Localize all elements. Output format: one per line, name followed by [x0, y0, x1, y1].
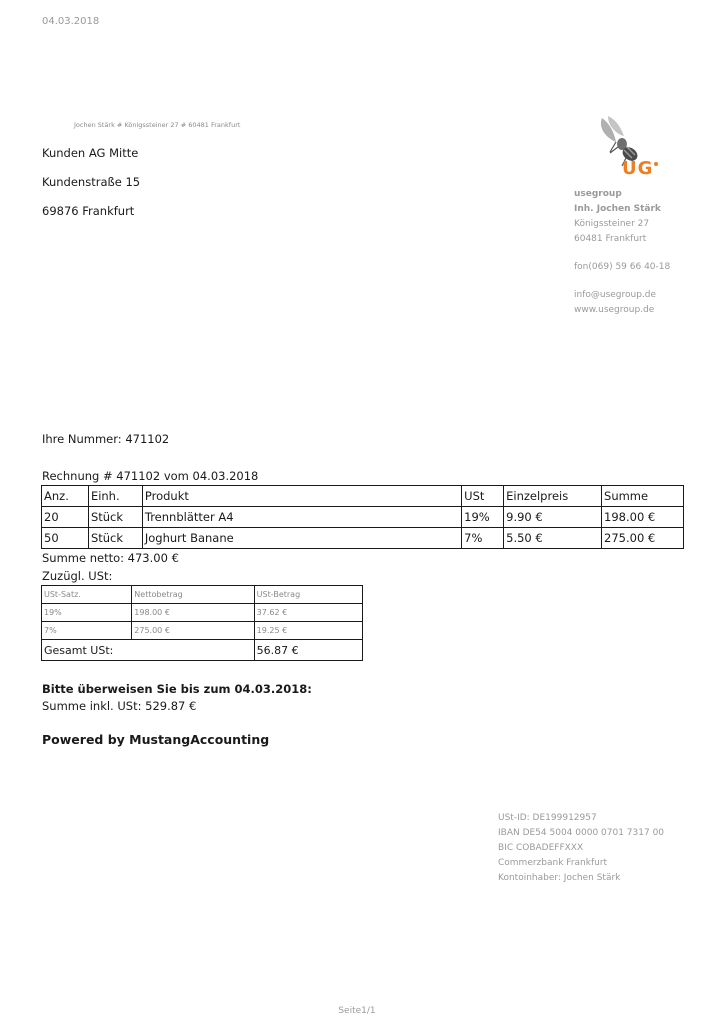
column-header: Einzelpreis [504, 486, 602, 507]
vat-rate: 7% [42, 622, 132, 640]
item-quantity: 50 [42, 528, 89, 549]
iban: IBAN DE54 5004 0000 0701 7317 00 [498, 828, 665, 838]
column-header: Anz. [42, 486, 89, 507]
company-logo [594, 114, 664, 184]
column-header: Nettobetrag [132, 586, 254, 604]
invoice-items-table [41, 485, 684, 549]
bic: BIC COBADEFFXXX [498, 843, 584, 853]
bank-details [498, 811, 664, 886]
item-unit: Stück [88, 528, 142, 549]
item-product: Trennblätter A4 [142, 507, 461, 528]
table-row [42, 604, 363, 622]
company-email[interactable]: info@usegroup.de [574, 290, 657, 300]
powered-by: Powered by MustangAccounting [42, 732, 270, 747]
column-header: USt [462, 486, 504, 507]
company-city: 60481 Frankfurt [574, 234, 647, 244]
item-unit-price: 5.50 € [504, 528, 602, 549]
vat-table [41, 585, 363, 661]
table-row [42, 622, 363, 640]
column-header: USt-Satz. [42, 586, 132, 604]
vat-id: USt-ID: DE199912957 [498, 813, 597, 823]
bank-name: Commerzbank Frankfurt [498, 858, 608, 868]
page-number: Seite1/1 [338, 1006, 376, 1016]
vat-net-amount: 198.00 € [132, 604, 254, 622]
table-header-row [42, 586, 363, 604]
company-owner: Inh. Jochen Stärk [574, 204, 661, 214]
logo-dot [654, 162, 658, 166]
vat-rate: 19% [42, 604, 132, 622]
sender-return-address: Jochen Stärk # Königssteiner 27 # 60481 Frankfurt [74, 121, 241, 129]
company-name: usegroup [574, 189, 622, 199]
gross-total: Summe inkl. USt: 529.87 € [42, 699, 197, 713]
item-sum: 198.00 € [602, 507, 684, 528]
company-phone: fon(069) 59 66 40-18 [574, 262, 671, 272]
column-header: Produkt [142, 486, 461, 507]
customer-reference: Ihre Nummer: 471102 [42, 432, 170, 446]
vat-net-amount: 275.00 € [132, 622, 254, 640]
vat-total-label: Gesamt USt: [42, 640, 255, 661]
company-street: Königssteiner 27 [574, 219, 650, 229]
plus-vat-label: Zuzügl. USt: [42, 569, 113, 583]
recipient-street: Kundenstraße 15 [42, 175, 141, 189]
vat-total-row [42, 640, 363, 661]
item-vat: 19% [462, 507, 504, 528]
document-date: 04.03.2018 [42, 16, 100, 27]
table-row [42, 507, 684, 528]
item-unit: Stück [88, 507, 142, 528]
logo-text: UG [622, 158, 654, 179]
column-header: USt-Betrag [254, 586, 362, 604]
table-header-row [42, 486, 684, 507]
recipient-city: 69876 Frankfurt [42, 204, 135, 218]
net-total: Summe netto: 473.00 € [42, 551, 179, 565]
recipient-name: Kunden AG Mitte [42, 146, 139, 160]
item-vat: 7% [462, 528, 504, 549]
vat-amount: 37.62 € [254, 604, 362, 622]
item-product: Joghurt Banane [142, 528, 461, 549]
company-info [574, 187, 704, 318]
item-unit-price: 9.90 € [504, 507, 602, 528]
company-website[interactable]: www.usegroup.de [574, 305, 655, 315]
vat-amount: 19.25 € [254, 622, 362, 640]
item-quantity: 20 [42, 507, 89, 528]
account-holder: Kontoinhaber: Jochen Stärk [498, 873, 621, 883]
invoice-title: Rechnung # 471102 vom 04.03.2018 [42, 469, 259, 483]
payment-instruction: Bitte überweisen Sie bis zum 04.03.2018: [42, 682, 312, 696]
table-row [42, 528, 684, 549]
column-header: Einh. [88, 486, 142, 507]
vat-total-value: 56.87 € [254, 640, 362, 661]
column-header: Summe [602, 486, 684, 507]
item-sum: 275.00 € [602, 528, 684, 549]
